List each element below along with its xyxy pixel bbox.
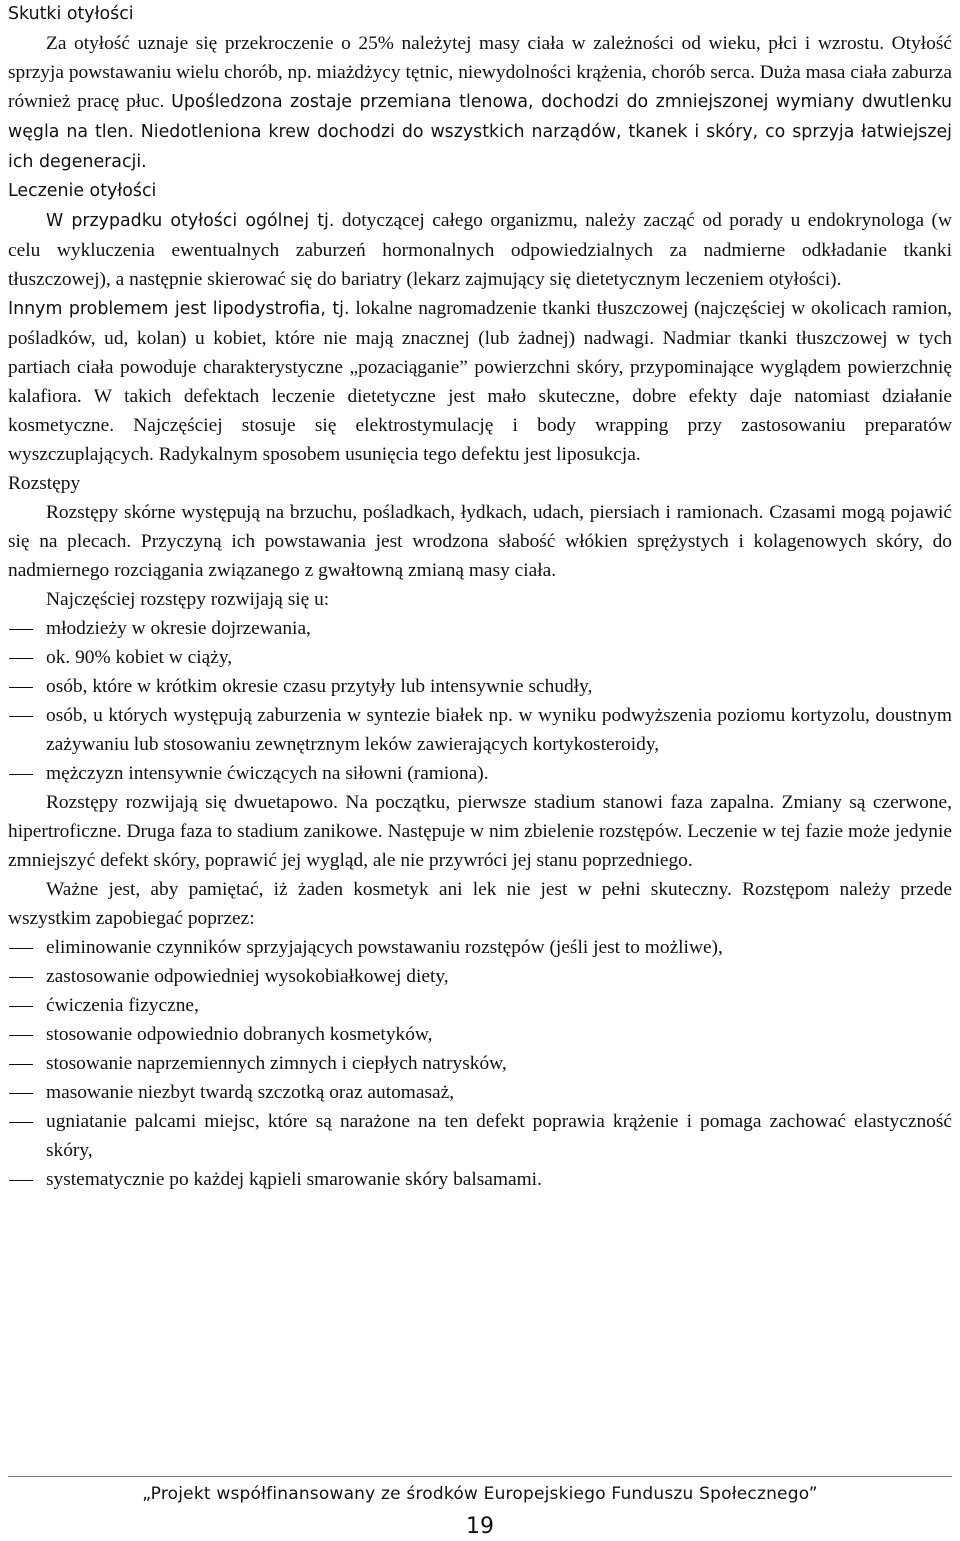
list-prevention [8,933,952,1194]
list-item: młodzieży w okresie dojrzewania, [46,618,311,639]
paragraph-leczenie-2-part-1: Innym problemem jest lipodystrofia, tj. [8,299,350,319]
paragraph-skutki-part-2: Upośledzona zostaje przemiana tlenowa, dochodzi do zmniejszonej wymiany dwutlenku węgla na tlen. Niedotleniona krew dochodzi do wszystkich narządów, tkanek i skóry, co sprzyja łatwiejszej ich degeneracji. [8,92,952,172]
heading-leczenie: Leczenie otyłości [8,181,157,201]
list-item: stosowanie odpowiednio dobranych kosmetyków, [46,1024,433,1045]
heading-skutki: Skutki otyłości [8,4,134,24]
list-item: ugniatanie palcami miejsc, które są narażone na ten defekt poprawia krążenie i pomaga zachować elastyczność skóry, [46,1111,952,1161]
list-item: zastosowanie odpowiedniej wysokobiałkowej diety, [46,966,449,987]
paragraph-leczenie-2-part-2: lokalne nagromadzenie tkanki tłuszczowej (najczęściej w okolicach ramion, pośladków, ud, kolan) u kobiet, które nie mają znacznej (lub żadnej) nadwagi. Nadmiar tkanki tłuszczowej w tych partiach ciała powoduje charakterystyczne „pozaciąganie” powierzchni skóry, przypominające wyglądem powierzchnię kalafiora. W takich defektach leczenie dietetyczne jest mało skuteczne, dobre efekty daje natomiast działanie kosmetyczne. Najczęściej stosuje się elektrostymulację i body wrapping przy zastosowaniu preparatów wyszczuplających. Radykalnym sposobem usunięcia tego defektu jest liposukcja. [8,298,952,465]
paragraph-leczenie-2 [8,294,952,469]
heading-rozstepy: Rozstępy [8,473,81,494]
page-number: 19 [466,1514,494,1539]
list-item: osób, które w krótkim okresie czasu przytyły lub intensywnie schudły, [46,676,593,697]
document-page [8,0,952,1194]
list-risk-groups [8,614,952,788]
paragraph-leczenie-1-part-2: dotyczącej całego organizmu, należy zacząć od porady u endokrynologa (w celu wykluczenia ewentualnych zaburzeń hormonalnych odpowiedzialnych za nadmierne odkładanie tkanki tłuszczowej), a następnie skierować się do bariatry (lekarz zajmujący się dietetycznym leczeniem otyłości). [8,210,952,290]
footer-funding-note: „Projekt współfinansowany ze środków Europejskiego Funduszu Społecznego” [142,1484,818,1504]
paragraph-leczenie-1-part-1: W przypadku otyłości ogólnej tj. [46,211,335,231]
paragraph-rozstepy-2: Rozstępy rozwijają się dwuetapowo. Na początku, pierwsze stadium stanowi faza zapalna. Zmiany są czerwone, hipertroficzne. Druga faza to stadium zanikowe. Następuje w nim zbielenie rozstępów. Leczenie w tej fazie może jedynie zmniejszyć defekt skóry, poprawić jej wygląd, ale nie przywróci jej stanu poprzedniego. [8,792,952,871]
paragraph-skutki-part-1: Za otyłość uznaje się przekroczenie o 25% należytej masy ciała w zależności od wieku, płci i wzrostu. Otyłość sprzyja powstawaniu wielu chorób, np. miażdżycy tętnic, niewydolności krążenia, chorób serca. Duża masa ciała zaburza również pracę płuc. [8,33,952,112]
list-item: masowanie niezbyt twardą szczotką oraz automasaż, [46,1082,455,1103]
footer-divider [8,1476,952,1477]
list-item: systematycznie po każdej kąpieli smarowanie skóry balsamami. [46,1169,542,1190]
list-item: ok. 90% kobiet w ciąży, [46,647,233,668]
list-item: eliminowanie czynników sprzyjających powstawaniu rozstępów (jeśli jest to możliwe), [46,937,723,958]
list-item: ćwiczenia fizyczne, [46,995,199,1016]
paragraph-leczenie-1 [8,206,952,294]
paragraph-rozstepy-3: Ważne jest, aby pamiętać, iż żaden kosmetyk ani lek nie jest w pełni skuteczny. Rozstępom należy przede wszystkim zapobiegać poprzez: [8,879,952,929]
list-intro-rozstepy: Najczęściej rozstępy rozwijają się u: [46,589,330,610]
list-item: osób, u których występują zaburzenia w syntezie białek np. w wyniku podwyższenia poziomu kortyzolu, doustnym zażywaniu lub stosowaniu zewnętrznym leków zawierających kortykosteroidy, [46,705,952,755]
list-item: mężczyzn intensywnie ćwiczących na siłowni (ramiona). [46,763,489,784]
paragraph-rozstepy-1: Rozstępy skórne występują na brzuchu, pośladkach, łydkach, udach, piersiach i ramionach. Czasami mogą pojawić się na plecach. Przyczyną ich powstawania jest wrodzona słabość włókien sprężystych i kolagenowych skóry, do nadmiernego rozciągania związanego z gwałtowną zmianą masy ciała. [8,502,952,581]
paragraph-skutki [8,29,952,177]
list-item: stosowanie naprzemiennych zimnych i ciepłych natrysków, [46,1053,507,1074]
